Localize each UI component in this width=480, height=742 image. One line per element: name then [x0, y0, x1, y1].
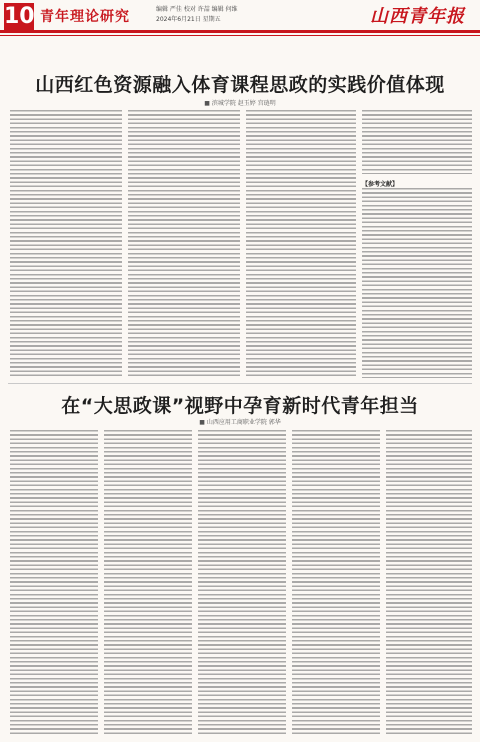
- text-lines: [362, 110, 472, 174]
- article2-column-5: [386, 430, 472, 736]
- text-lines: [128, 110, 240, 378]
- article1-column-4: [362, 110, 472, 174]
- text-lines: [198, 430, 286, 736]
- text-lines: [104, 430, 192, 736]
- references-title: 【参考文献】: [362, 181, 399, 188]
- masthead-rule: [0, 30, 480, 33]
- masthead-thin-rule: [0, 35, 480, 36]
- text-lines: [292, 430, 380, 736]
- article1-column-1: [10, 110, 122, 378]
- article2-column-2: [104, 430, 192, 736]
- article1-column-3: [246, 110, 356, 378]
- text-lines: [362, 188, 472, 378]
- article1-byline: ■ 滨城学院 赵玉婷 宫琏明: [204, 100, 276, 107]
- text-lines: [246, 110, 356, 378]
- page-number: 10: [4, 4, 35, 29]
- newspaper-logo: 山西青年报: [370, 6, 465, 27]
- article2-column-3: [198, 430, 286, 736]
- article2-column-4: [292, 430, 380, 736]
- article2-title: 在“大思政课”视野中孕育新时代青年担当: [61, 395, 419, 417]
- masthead: [0, 0, 480, 40]
- article2-column-1: [10, 430, 98, 736]
- text-lines: [10, 110, 122, 378]
- text-lines: [386, 430, 472, 736]
- article2-byline: ■ 山西应用工商职业学院 郭华: [199, 419, 281, 426]
- editor-line: 编辑 严佳 校对 许喆 编辑 何维: [156, 6, 238, 13]
- references-list: [362, 188, 472, 378]
- article1-title: 山西红色资源融入体育课程思政的实践价值体现: [35, 74, 445, 96]
- article1-column-2: [128, 110, 240, 378]
- date-line: 2024年6月21日 星期五: [156, 16, 221, 23]
- section-title: 青年理论研究: [40, 9, 130, 25]
- article-divider: [8, 383, 472, 384]
- text-lines: [10, 430, 98, 736]
